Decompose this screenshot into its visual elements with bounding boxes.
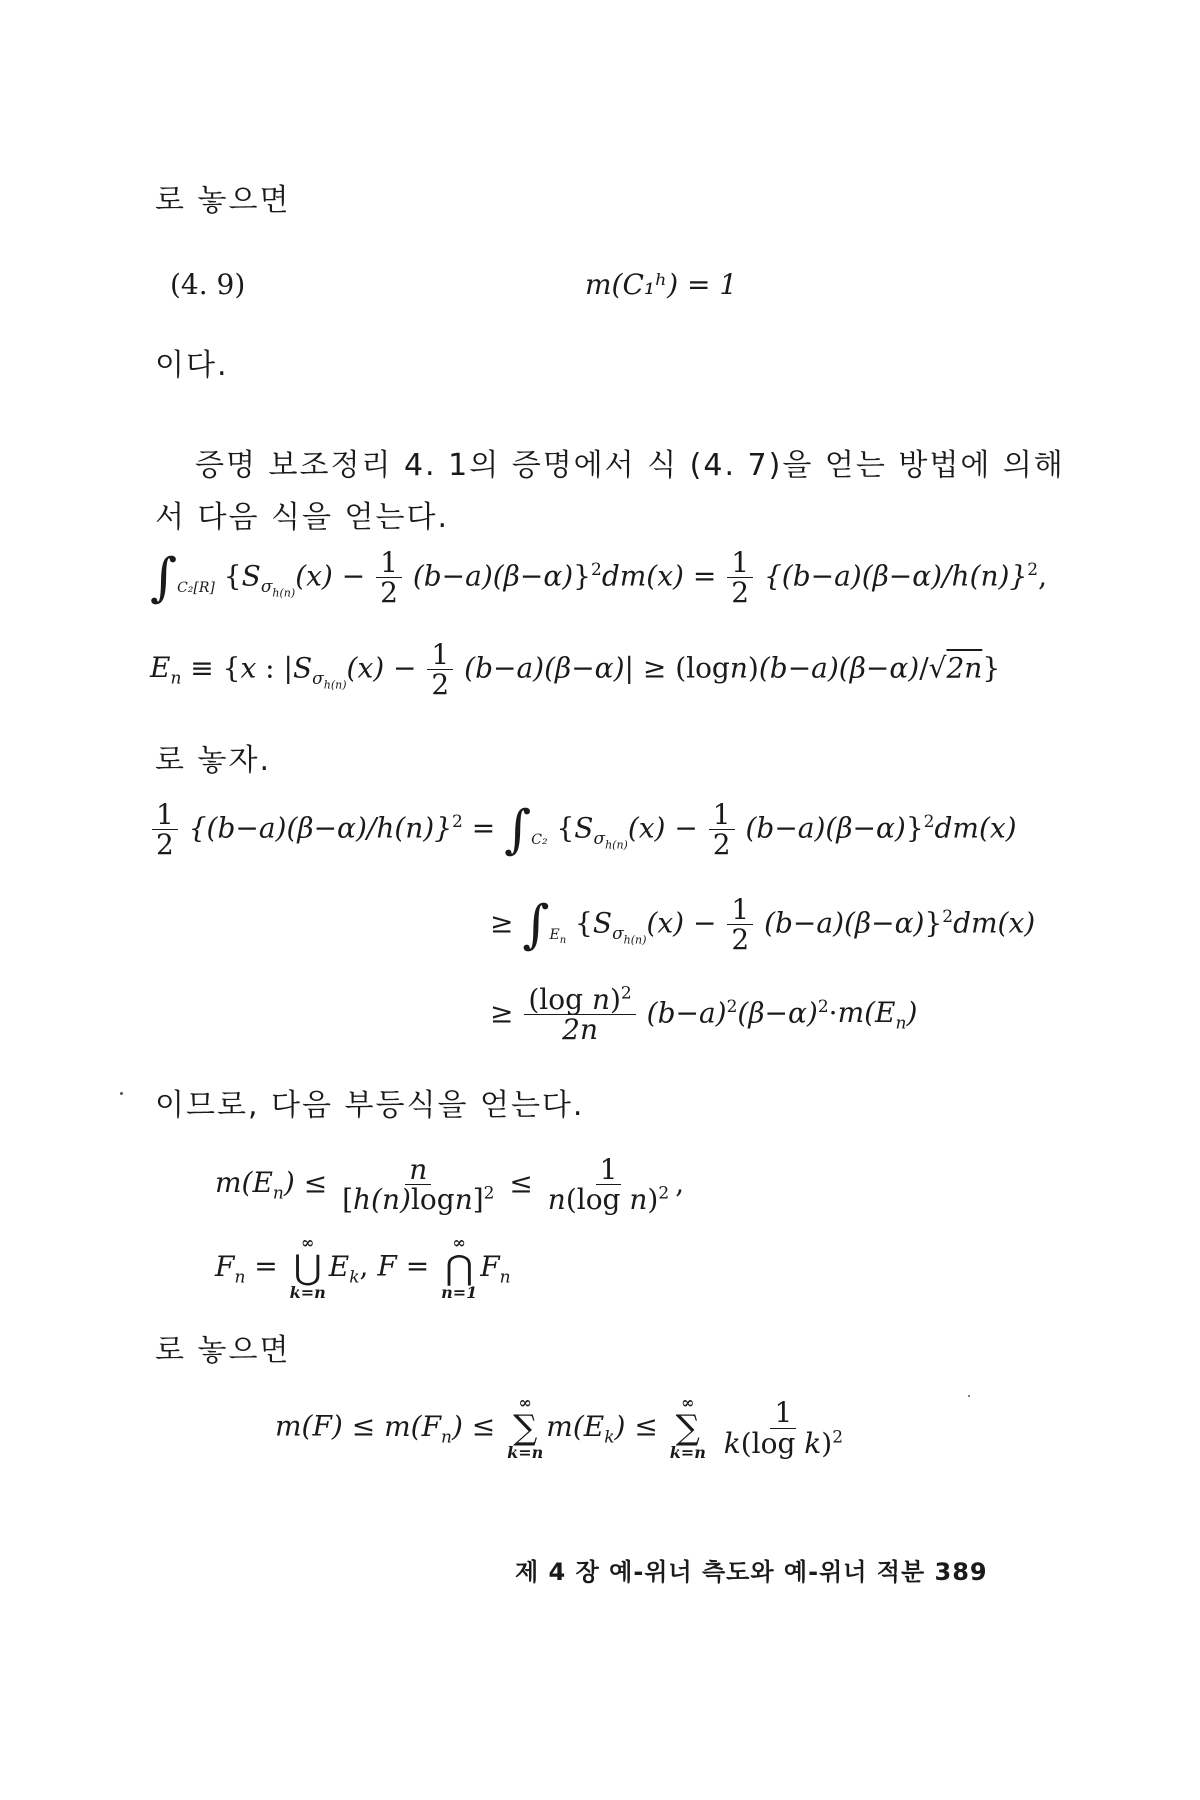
stray-dot-2 [968,1395,970,1397]
definition-Fn-F: $F_n$ = ∞ ⋃ k=n $E_k$, F = ∞ ⋂ n=1 $F_n$ [215,1233,511,1302]
inequality-chain-line-2: ≥ $\int_{E_n}$ {$S_{\sigma_{h(n)}}(x)$ − $\frac{1}{2}$ (b−a)(β−α)}$^2$dm(x) [490,893,1036,957]
proof-line-1: 증명 보조정리 4. 1의 증명에서 식 (4. 7)을 얻는 방법에 의해 [195,448,1065,483]
integral-equation-1: $\int_{C_2[R]}$ {$S_{\sigma_{h(n)}}(x)$ − $\frac{1}{2}$ (b−a)(β−α)}$^2$dm(x) = $\frac{1}{2}$ $\{(b-a)(\beta-\alpha)/h(n)\}^2$, [150,546,1047,610]
inequality-chain-line-1: $\frac{1}{2}$ $\{(b-a)(\beta-\alpha)/h(n)\}^2 = \int_{C_2}$ {$S_{\sigma_{h(n)}}(x)$ − $\frac{1}{2}$ (b−a)(β−α)}$^2$dm(x) [150,800,1017,860]
final-inequality: $m(F) \le m(F_n)$ ≤ ∞ ∑ k=n $m(E_k)$ ≤ ∞ ∑ k=n $\frac{1}{k(\log k)^2}$ [275,1393,844,1462]
text-line-1: 로 놓으면 [155,183,291,218]
proof-line-2: 서 다음 식을 얻는다. [155,500,449,535]
text-let: 로 놓자. [155,743,272,778]
text-line-3: 로 놓으면 [155,1333,291,1368]
equation-4-9: m(C₁ʰ) = 1 [585,268,738,301]
inequality-chain-line-3: ≥ $\frac{(\log n)^2}{2n}$ $(b-a)^2(\beta-\alpha)^2\cdot m(E_n)$ [490,983,918,1047]
text-line-2: 이다. [155,348,229,383]
text-therefore: 이므로, 다음 부등식을 얻는다. [155,1088,585,1123]
stray-dot [120,1092,123,1095]
page-footer: 제 4 장 예-위너 측도와 예-위너 적분 389 [515,1558,988,1586]
equation-label-4-9: (4. 9) [170,268,246,301]
set-definition-En: $E_n \equiv \{x$ : $|S_{\sigma_{h(n)}}(x)$ − $\frac{1}{2}$ (b−a)(β−α)| ≥ (logn)(b−a)(β−α)/√2n} [150,638,1001,702]
bound-mEn: $m(E_n)$ ≤ $\frac{n}{[h(n)\log n]^2}$ ≤ $\frac{1}{n(\log n)^2}$ , [215,1153,685,1217]
